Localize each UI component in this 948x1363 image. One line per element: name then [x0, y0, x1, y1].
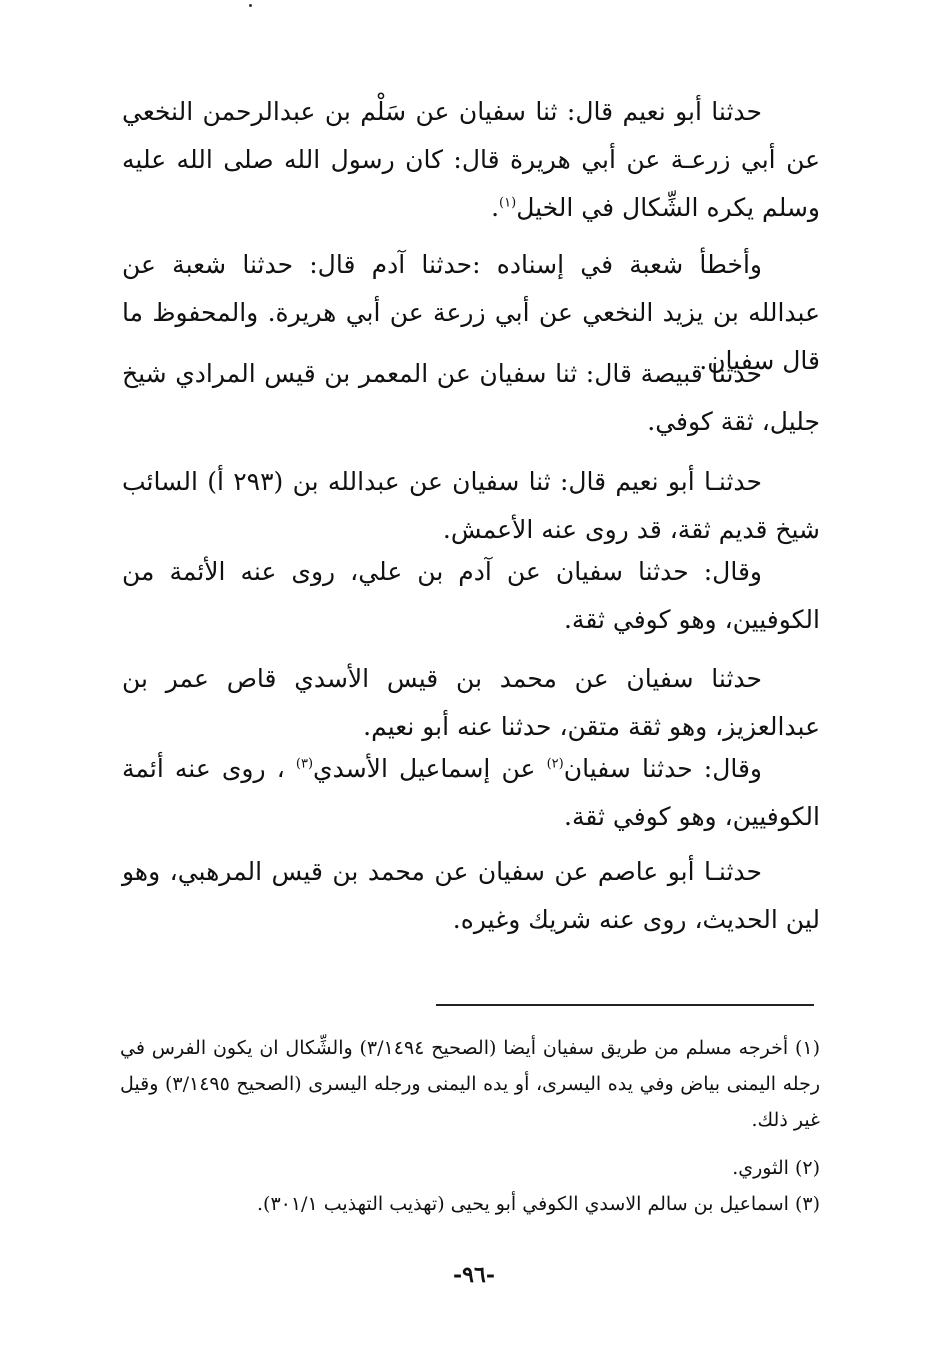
paragraph-5-line-1: وقال: حدثنا سفيان عن آدم بن علي، روى عنه الأئمة من الكوفيين،	[122, 557, 820, 634]
paragraph-7-part-3: ، روى عنه أئمة	[122, 754, 285, 783]
paragraph-4	[122, 458, 820, 554]
scan-speck	[249, 4, 252, 7]
footnote-2	[120, 1150, 820, 1186]
paragraph-8-line-2: الحديث، روى عنه شريك وغيره.	[452, 905, 778, 934]
paragraph-1	[122, 88, 820, 232]
footnote-ref-1: (١)	[499, 195, 517, 211]
paragraph-6-line-1: حدثنا سفيان عن محمد بن قيس الأسدي قاص عمر بن عبدالعزيز،	[122, 664, 820, 741]
footnote-2-line-1: الثوري.	[732, 1157, 789, 1179]
paragraph-3	[122, 350, 820, 446]
footnote-separator	[436, 1004, 814, 1006]
paragraph-5-line-2: وهو كوفي ثقة.	[563, 605, 717, 634]
paragraph-7-part-2: عن إسماعيل الأسدي	[313, 754, 536, 783]
footnote-3	[120, 1186, 820, 1222]
footnote-1-line-1: أخرجه مسلم من طريق سفيان أيضا (الصحيح ٣/١٤٩٤) والشِّكال ان يكون	[212, 1037, 789, 1059]
paragraph-8-line-1: حدثنـا أبو عاصم عن سفيان عن محمد بن قيس المرهبي، وهو لين	[122, 857, 820, 934]
paragraph-4-line-2: شيخ قديم ثقة، قد روى عنه الأعمش.	[442, 515, 820, 544]
paragraph-6-line-2: وهو ثقة متقن، حدثنا عنه أبو نعيم.	[363, 712, 708, 741]
paragraph-5	[122, 548, 820, 644]
paragraph-7-part-4: الكوفيين، وهو كوفي ثقة.	[564, 802, 820, 831]
footnote-ref-2: (٢)	[546, 756, 564, 772]
paragraph-1-line-1: حدثنا أبو نعيم قال: ثنا سفيان عن سَلْم بن عبدالرحمن النخعي عن	[122, 97, 821, 174]
footnote-ref-3: (٣)	[295, 756, 314, 772]
paragraph-3-line-2: ثقة كوفي.	[647, 407, 754, 436]
footnote-2-number: (٢)	[794, 1157, 820, 1179]
paragraph-2-line-2: يزيد النخعي عن أبي زرعة عن أبي هريرة. والمحفوظ ما قال سفيان.	[122, 298, 820, 375]
paragraph-4-line-1: حدثنـا أبو نعيم قال: ثنا سفيان عن عبدالله بن (٢٩٣ أ) السائب	[122, 467, 762, 496]
footnote-1-line-2: الفرس في رجله اليمنى بياض وفي يده اليسرى، أو يده اليمنى ورجله اليسرى	[120, 1037, 820, 1095]
paragraph-7	[122, 745, 820, 841]
footnote-3-number: (٣)	[794, 1193, 820, 1215]
paragraph-2-line-1: وأخطأ شعبة في إسناده :حدثنا آدم قال: حدثنا شعبة عن عبدالله بن	[122, 250, 821, 327]
page-number: -٩٦-	[453, 1262, 495, 1288]
paragraph-8	[122, 848, 820, 944]
paragraph-1-line-3: الشِّكال في الخيل	[516, 193, 699, 222]
paragraph-3-line-1: حدثنا قبيصة قال: ثنا سفيان عن المعمر بن قيس المرادي شيخ جليل،	[122, 359, 820, 436]
footnote-1	[120, 1030, 820, 1138]
footnote-3-line-1: اسماعيل بن سالم الاسدي الكوفي أبو يحيى (تهذيب التهذيب ٣٠١/١).	[256, 1193, 789, 1215]
paragraph-6	[122, 655, 820, 751]
footnote-1-number: (١)	[794, 1037, 821, 1059]
paragraph-1-line-2: أبي زرعـة عن أبي هريرة قال: كان رسول الله صلى الله عليه وسلم يكره	[122, 145, 820, 222]
paragraph-7-part-1: وقال: حدثنا سفيان	[563, 754, 763, 783]
footnote-1-line-3: (الصحيح ٣/١٤٩٥) وقيل غير ذلك.	[120, 1073, 820, 1131]
paragraph-1-tail: .	[491, 193, 500, 222]
